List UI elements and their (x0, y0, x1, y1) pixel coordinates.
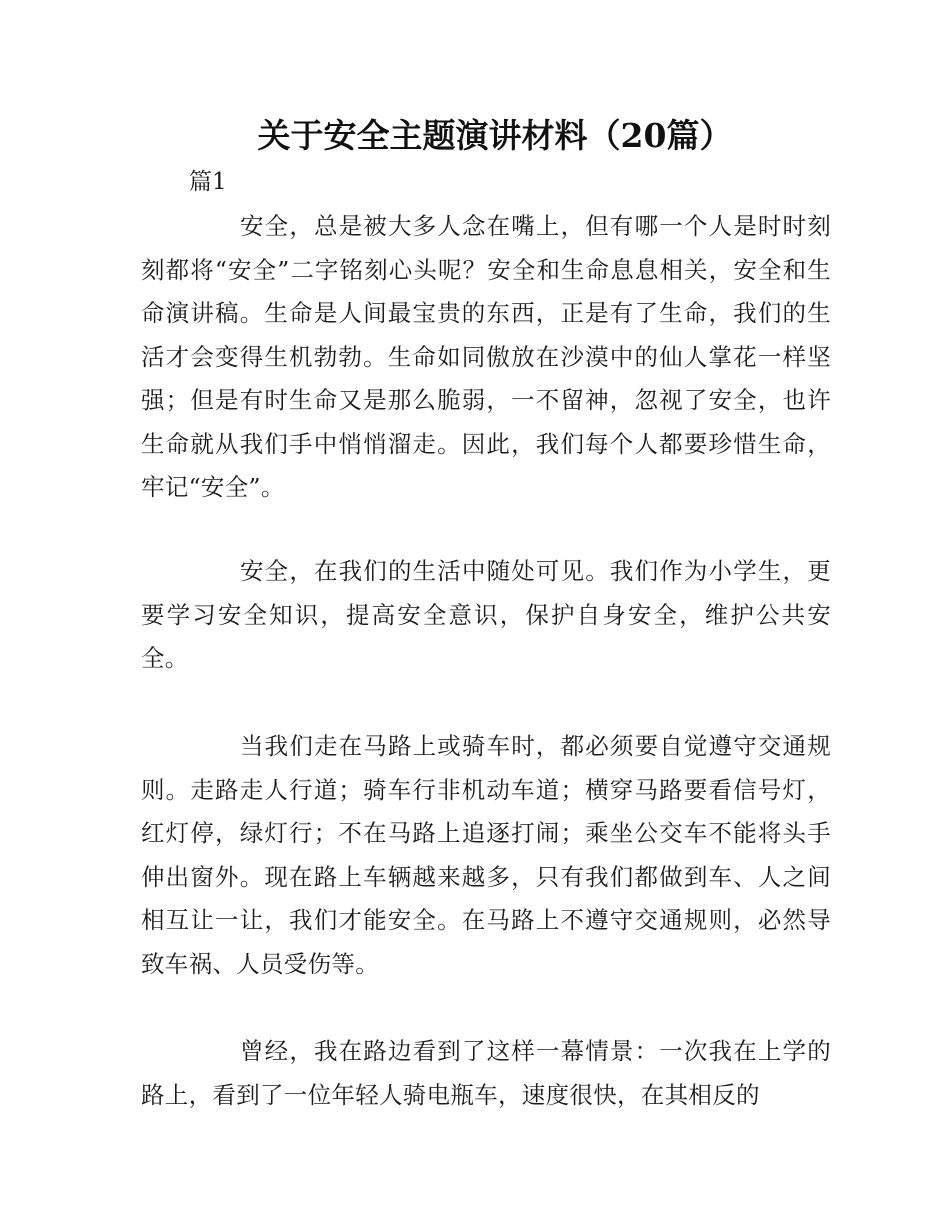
section-label: 篇1 (189, 169, 227, 195)
paragraph-3: 当我们走在马路上或骑车时，都必须要自觉遵守交通规则。走路走人行道；骑车行非机动车道；横穿马路要看信号灯，红灯停，绿灯行；不在马路上追逐打闹；乘坐公交车不能将头手伸出窗外。现在路上车辆越来越多，只有我们都做到车、人之间相互让一让，我们才能安全。在马路上不遵守交通规则，必然导致车祸、人员受伤等。 (141, 732, 831, 978)
paragraph-4: 曾经，我在路边看到了这样一幕情景：一次我在上学的路上，看到了一位年轻人骑电瓶车，速度很快，在其相反的 (141, 1037, 831, 1109)
document-title: 关于安全主题演讲材料（20篇） (257, 116, 733, 155)
paragraph-2: 安全，在我们的生活中随处可见。我们作为小学生，更要学习安全知识，提高安全意识，保护自身安全，维护公共安全。 (141, 557, 831, 672)
paragraph-1: 安全，总是被大多人念在嘴上，但有哪一个人是时时刻刻都将“安全”二字铭刻心头呢？安全和生命息息相关，安全和生命演讲稿。生命是人间最宝贵的东西，正是有了生命，我们的生活才会变得生机勃勃。生命如同傲放在沙漠中的仙人掌花一样坚强；但是有时生命又是那么脆弱，一不留神，忽视了安全，也许生命就从我们手中悄悄溜走。因此，我们每个人都要珍惜生命，牢记“安全”。 (141, 212, 831, 501)
